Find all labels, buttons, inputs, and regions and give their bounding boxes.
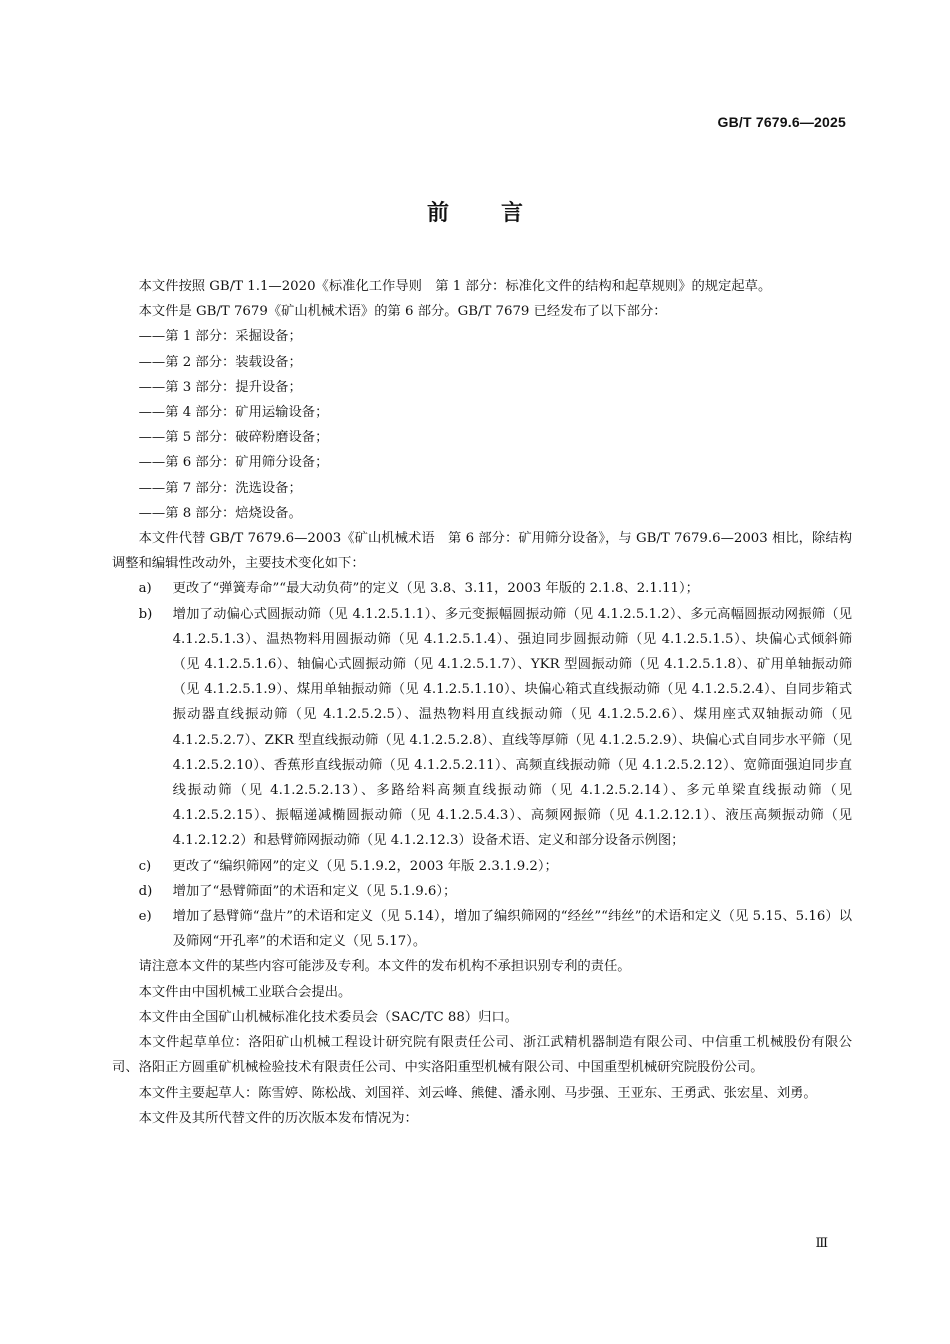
paragraph-proposer: 本文件由中国机械工业联合会提出。 [138,984,352,1000]
paragraph-series-intro: 本文件是 GB/T 7679《矿山机械术语》的第 6 部分。GB/T 7679 已经发布了以下部分： [138,304,667,320]
list-item-part: ——第 8 部分：焙烧设备。 [138,505,302,521]
list-item-change [112,576,852,601]
paragraph-drafting-units: 本文件起草单位：洛阳矿山机械工程设计研究院有限责任公司、浙江武精机器制造有限公司、中信重工机械股份有限公司、洛阳正方圆重矿机械检验技术有限责任公司、中实洛阳重型机械有限公司、中国重型机械研究院股份公司。 [112,1035,852,1076]
foreword-body [112,274,852,1131]
list-item-part: ——第 3 部分：提升设备； [138,379,302,395]
change-label: c) [138,858,152,874]
change-label: b) [138,606,153,622]
paragraph-drafting-rules: 本文件按照 GB/T 1.1—2020《标准化工作导则 第 1 部分：标准化文件的结构和起草规则》的规定起草。 [138,279,772,294]
list-item-change [112,904,852,954]
change-text: 增加了动偏心式圆振动筛（见 4.1.2.5.1.1）、多元变振幅圆振动筛（见 4.1.2.5.1.2）、多元高幅圆振动网振筛（见 4.1.2.5.1.3）、温热物料用圆振动筛（见 4.1.2.5.1.4）、强迫同步圆振动筛（见 4.1.2.5.1.5）、块偏心式倾斜筛（见 4.1.2.5.1.6）、轴偏心式圆振动筛（见 4.1.2.5.1.7）、YKR 型圆振动筛（见 4.1.2.5.1.8）、矿用单轴振动筛（见 4.1.2.5.1.9）、煤用单轴振动筛（见 4.1.2.5.1.10）、块偏心箱式直线振动筛（见 4.1.2.5.2.4）、自同步箱式振动器直线振动筛（见 4.1.2.5.2.5）、温热物料用直线振动筛（见 4.1.2.5.2.6）、煤用座式双轴振动筛（见 4.1.2.5.2.7）、ZKR 型直线振动筛（见 4.1.2.5.2.8）、直线等厚筛（见 4.1.2.5.2.9）、块偏心式自同步水平筛（见 4.1.2.5.2.10）、香蕉形直线振动筛（见 4.1.2.5.2.11）、高频直线振动筛（见 4.1.2.5.2.12）、宽筛面强迫同步直线振动筛（见 4.1.2.5.2.13）、多路给料高频直线振动筛（见 4.1.2.5.2.14）、多元单梁直线振动筛（见 4.1.2.5.2.15）、振幅递减椭圆振动筛（见 4.1.2.5.4.3）、高频网振筛（见 4.1.2.12.1）、液压高频振动筛（见 4.1.2.12.2）和悬臂筛网振动筛（见 4.1.2.12.3）设备术语、定义和部分设备示例图； [172,606,852,849]
list-item-part: ——第 1 部分：采掘设备； [138,329,302,345]
standard-code-header: GB/T 7679.6—2025 [717,114,846,130]
page-title: 前言 [426,201,575,226]
change-text: 更改了“弹簧寿命”“最大动负荷”的定义（见 3.8、3.11，2003 年版的 2.1.8、2.1.11）； [172,581,699,597]
change-label: d) [138,883,153,899]
paragraph-committee: 本文件由全国矿山机械标准化技术委员会（SAC/TC 88）归口。 [138,1009,518,1025]
change-text: 更改了“编织筛网”的定义（见 5.1.9.2，2003 年版 2.3.1.9.2）； [172,858,558,874]
list-item-part: ——第 5 部分：破碎粉磨设备； [138,430,329,446]
list-item-part: ——第 4 部分：矿用运输设备； [138,405,329,421]
paragraph-replacement: 本文件代替 GB/T 7679.6—2003《矿山机械术语 第 6 部分：矿用筛分设备》，与 GB/T 7679.6—2003 相比，除结构调整和编辑性改动外，主要技术变化如下： [112,531,852,572]
change-text: 增加了悬臂筛“盘片”的术语和定义（见 5.14），增加了编织筛网的“经丝”“纬丝”的术语和定义（见 5.15、5.16）以及筛网“开孔率”的术语和定义（见 5.17）。 [172,909,852,950]
paragraph-patent-notice: 请注意本文件的某些内容可能涉及专利。本文件的发布机构不承担识别专利的责任。 [138,959,631,975]
page-number: Ⅲ [815,1236,828,1251]
list-item-change [112,854,852,879]
list-item-change [112,879,852,904]
list-item-part: ——第 2 部分：装载设备； [138,354,302,370]
change-text: 增加了“悬臂筛面”的术语和定义（见 5.1.9.6）； [172,883,457,899]
paragraph-version-history: 本文件及其所代替文件的历次版本发布情况为： [138,1110,418,1126]
change-label: a) [138,581,152,597]
list-item-change [112,602,852,854]
paragraph-drafters: 本文件主要起草人：陈雪婷、陈松战、刘国祥、刘云峰、熊健、潘永刚、马步强、王亚东、王勇武、张宏星、刘勇。 [138,1085,817,1101]
change-label: e) [138,909,152,925]
list-item-part: ——第 6 部分：矿用筛分设备； [138,455,329,471]
list-item-part: ——第 7 部分：洗选设备； [138,480,302,496]
